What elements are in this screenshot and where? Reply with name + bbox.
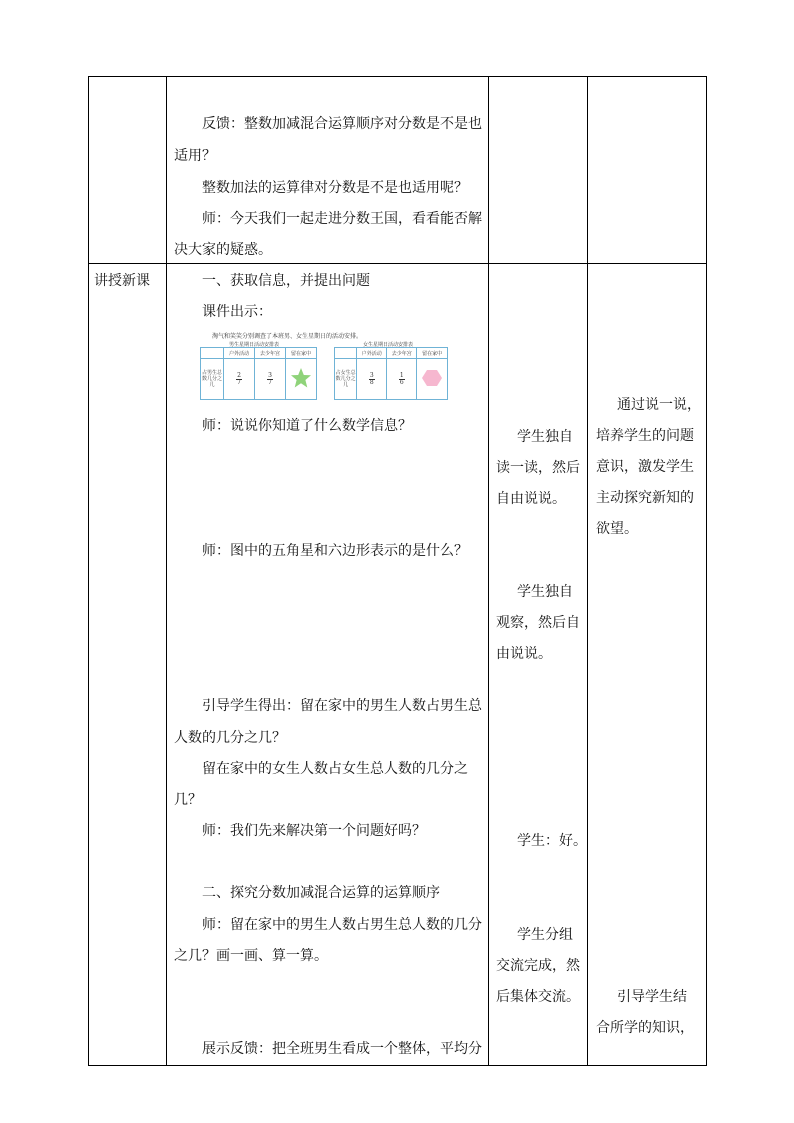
courseware-image — [200, 333, 448, 403]
boys-table-caption: 男生星期日活动安排表 — [229, 342, 280, 348]
boys-header: 留在家中 — [286, 348, 317, 359]
student-line: 由说说。 — [496, 646, 552, 662]
table-border-top — [88, 76, 707, 77]
column-divider-2 — [488, 76, 489, 1066]
content-line: 师：图中的五角星和六边形表示的是什么？ — [202, 543, 468, 559]
content-line: 之几？画一画、算一算。 — [174, 948, 328, 964]
boys-row-label: 占男生总数几分之几 — [201, 359, 224, 400]
boys-fraction-cell: $\frac{2}{7}$ — [224, 359, 255, 400]
stage-label: 讲授新课 — [94, 273, 150, 289]
content-line: 师：我们先来解决第一个问题好吗？ — [202, 823, 426, 839]
hexagon-icon — [421, 367, 443, 389]
content-line: 留在家中的女生人数占女生总人数的几分之 — [202, 761, 468, 777]
student-line: 后集体交流。 — [496, 989, 580, 1005]
student-line: 学生独自 — [517, 584, 573, 600]
boys-activity-table — [200, 347, 317, 400]
intent-line: 主动探究新知的 — [596, 490, 694, 506]
intent-line: 引导学生结 — [617, 989, 687, 1005]
girls-activity-table — [334, 347, 448, 400]
column-divider-1 — [166, 76, 167, 1066]
content-line: 引导学生得出：留在家中的男生人数占男生总 — [202, 698, 482, 714]
content-line: 课件出示： — [202, 304, 272, 320]
table-border-left — [88, 76, 89, 1066]
content-line: 适用？ — [174, 148, 216, 164]
table-border-bottom — [88, 1065, 707, 1066]
intent-line: 通过说一说， — [617, 397, 701, 413]
boys-header: 去少年宫 — [255, 348, 286, 359]
student-line: 交流完成，然 — [496, 958, 580, 974]
content-line: 师：留在家中的男生人数占男生总人数的几分 — [202, 917, 482, 933]
intent-line: 合所学的知识， — [596, 1020, 694, 1036]
girls-header: 留在家中 — [417, 348, 448, 359]
star-icon — [290, 367, 312, 389]
intent-line: 培养学生的问题 — [596, 428, 694, 444]
student-line: 学生独自 — [517, 429, 573, 445]
student-line: 读一读，然后 — [496, 460, 580, 476]
content-line: 师：今天我们一起走进分数王国，看看能否解 — [202, 211, 482, 227]
table-border-right — [706, 76, 707, 1066]
row-divider — [88, 263, 707, 264]
content-line: 人数的几分之几？ — [174, 730, 286, 746]
courseware-title: 淘气和笑笑分别调查了本班男、女生星期日的活动安排。 — [212, 333, 363, 340]
girls-header: 去少年宫 — [387, 348, 417, 359]
student-line: 学生分组 — [517, 927, 573, 943]
section-heading: 一、获取信息，并提出问题 — [202, 273, 370, 289]
boys-fraction-cell: $\frac{3}{7}$ — [255, 359, 286, 400]
section-heading: 二、探究分数加减混合运算的运算顺序 — [202, 885, 440, 901]
student-line: 学生：好。 — [517, 833, 587, 849]
content-line: 整数加法的运算律对分数是不是也适用呢？ — [202, 180, 468, 196]
content-line: 几？ — [174, 792, 202, 808]
girls-hexagon-cell — [417, 359, 448, 400]
girls-fraction-cell: $\frac{1}{6}$ — [387, 359, 417, 400]
girls-table-caption: 女生星期日活动安排表 — [363, 342, 414, 348]
girls-fraction-cell: $\frac{3}{8}$ — [357, 359, 387, 400]
boys-star-cell — [286, 359, 317, 400]
girls-row-label: 占女生总数几分之几 — [335, 359, 357, 400]
boys-header: 户外活动 — [224, 348, 255, 359]
content-line: 展示反馈：把全班男生看成一个整体，平均分 — [202, 1041, 482, 1057]
content-line: 反馈：整数加减混合运算顺序对分数是不是也 — [202, 116, 482, 132]
content-line: 决大家的疑惑。 — [174, 242, 272, 258]
student-line: 自由说说。 — [496, 491, 566, 507]
content-line: 师：说说你知道了什么数学信息？ — [202, 418, 412, 434]
girls-header: 户外活动 — [357, 348, 387, 359]
intent-line: 意识，激发学生 — [596, 459, 694, 475]
student-line: 观察，然后自 — [496, 615, 580, 631]
intent-line: 欲望。 — [596, 521, 638, 537]
column-divider-3 — [587, 76, 588, 1066]
